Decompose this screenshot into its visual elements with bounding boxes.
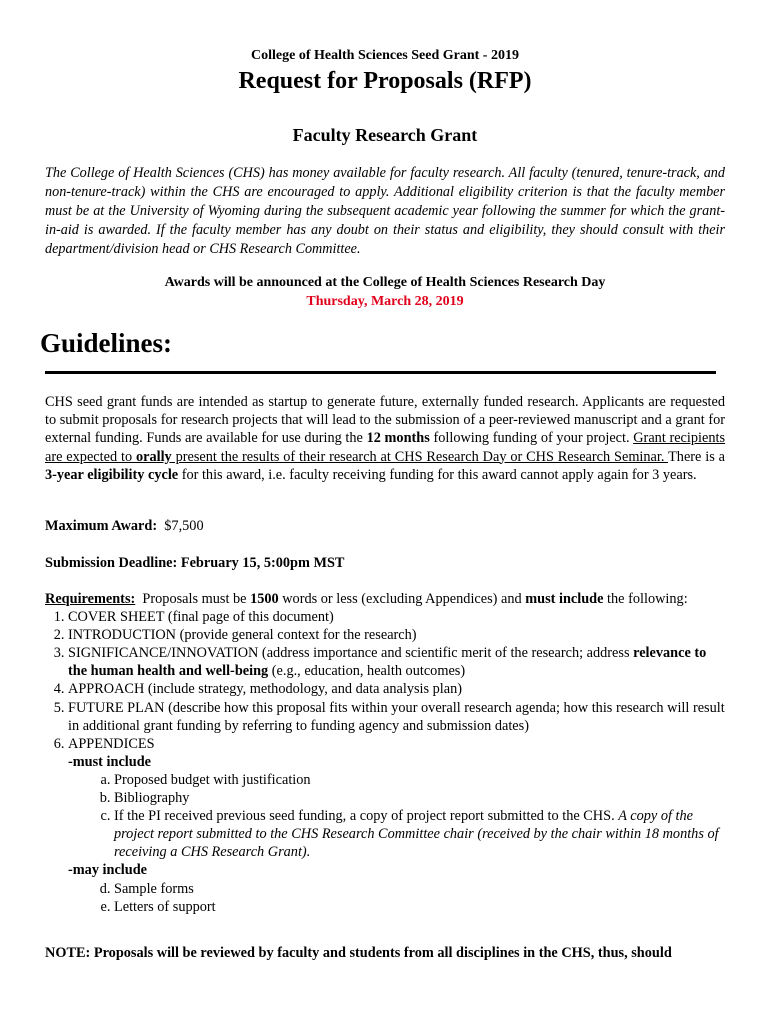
list-item-italic: A copy of the project report submitted to the CHS Research Committee chair (received by the chair within 18 months of receiving a CHS Research Grant). xyxy=(114,808,719,861)
maximum-award-value: $7,500 xyxy=(157,518,204,534)
list-item: 2. INTRODUCTION (provide general context for the research) xyxy=(68,626,725,644)
maximum-award xyxy=(45,518,725,535)
section-divider xyxy=(45,371,716,374)
must-include-emphasis: must include xyxy=(525,591,604,607)
page-subtitle: Faculty Research Grant xyxy=(292,125,478,145)
awards-date: Thursday, March 28, 2019 xyxy=(306,294,464,309)
list-item-text: 6. APPENDICES xyxy=(68,735,155,752)
guidelines-text-2: following funding of your project. xyxy=(429,430,634,447)
guidelines-paragraph xyxy=(45,393,725,484)
eligibility-cycle: 3-year eligibility cycle xyxy=(45,466,179,483)
awards-line: Awards will be announced at the College of Health Sciences Research Day xyxy=(164,275,606,290)
list-item: e. Letters of support xyxy=(114,898,725,916)
may-include-label: -may include xyxy=(68,862,148,879)
guidelines-text-3: There is a xyxy=(668,448,725,465)
requirements-label: Requirements: xyxy=(45,591,136,607)
maximum-award-label: Maximum Award: xyxy=(45,518,158,534)
presentation-text-1: Grant recipients are expected to xyxy=(45,430,726,465)
orally-emphasis: orally xyxy=(135,448,172,465)
list-item-text: If the PI received previous seed funding, a copy of project report submitted to the CHS. xyxy=(114,808,619,825)
presentation-text-2: present the results of their research at CHS Research Day or CHS Research Seminar. xyxy=(171,448,669,465)
list-item-bold: relevance to the human health and well-being xyxy=(68,645,707,680)
requirements-list xyxy=(45,608,725,916)
requirements-intro xyxy=(45,590,725,608)
list-item xyxy=(68,644,725,680)
guidelines-heading: Guidelines: xyxy=(40,328,173,358)
must-include-list xyxy=(68,771,725,861)
list-item xyxy=(114,807,725,861)
page-title: Request for Proposals (RFP) xyxy=(238,68,532,94)
list-item: b. Bibliography xyxy=(114,789,725,807)
list-item: 5. FUTURE PLAN (describe how this proposal fits within your overall research agenda; how this research will result in additional grant funding by referring to funding agency and submission dates) xyxy=(68,699,725,735)
list-item-text: SIGNIFICANCE/INNOVATION (address importance and scientific merit of the research; address xyxy=(68,645,634,662)
list-item-tail: (e.g., education, health outcomes) xyxy=(268,663,466,680)
review-note: NOTE: Proposals will be reviewed by faculty and students from all disciplines in the CHS, thus, should xyxy=(45,945,672,961)
list-item: d. Sample forms xyxy=(114,880,725,898)
intro-paragraph: The College of Health Sciences (CHS) has money available for faculty research. All faculty (tenured, tenure-track, and non-tenure-track) within the CHS are encouraged to apply. Additional eligibility criterion is that the faculty member must be at the University of Wyoming during the subsequent academic year following the summer for which the grant-in-aid is awarded. If the faculty member has any doubt on their status and eligibility, they should consult with their department/division head or CHS Research Committee. xyxy=(45,165,725,257)
guidelines-text-4: for this award, i.e. faculty receiving funding for this award cannot apply again for 3 years. xyxy=(178,466,697,483)
list-item: 4. APPROACH (include strategy, methodology, and data analysis plan) xyxy=(68,680,725,698)
requirements-text-3: the following: xyxy=(603,591,688,607)
must-include-label: -must include xyxy=(68,753,152,770)
word-limit: 1500 xyxy=(250,591,279,607)
awards-announcement xyxy=(45,273,725,311)
requirements-text-1: Proposals must be xyxy=(135,591,251,607)
guidelines-text-1: CHS seed grant funds are intended as startup to generate future, externally funded research. Applicants are requested to submit proposals for research projects that will lead to the submission of a peer-reviewed manuscript and a grant for external funding. Funds are available for use during the xyxy=(45,394,725,447)
submission-deadline: Submission Deadline: February 15, 5:00pm MST xyxy=(45,555,345,571)
requirements-text-2: words or less (excluding Appendices) and xyxy=(278,591,526,607)
document-pre-title: College of Health Sciences Seed Grant - 2019 xyxy=(251,48,519,63)
list-item: 1. COVER SHEET (final page of this document) xyxy=(68,608,725,626)
list-item: a. Proposed budget with justification xyxy=(114,771,725,789)
may-include-list xyxy=(68,880,725,916)
funding-period: 12 months xyxy=(366,430,430,447)
list-item xyxy=(68,735,725,916)
requirements-section xyxy=(45,590,725,916)
